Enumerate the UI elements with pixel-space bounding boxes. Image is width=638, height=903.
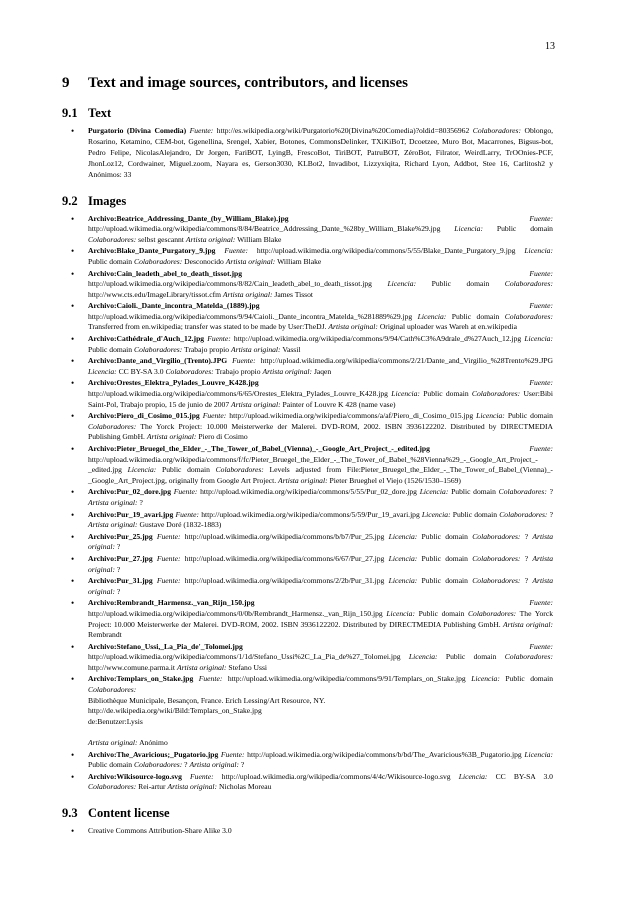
artist-text: Jaqen [313,366,332,376]
source-url: http://upload.wikimedia.org/wikipedia/commons/8/84/Beatrice_Addressing_Dante_%28by_William_Blake%29.jpg [88,224,441,234]
license-label: Licencia: [408,652,438,662]
contributors-text: Trabajo propio [184,344,230,354]
artist-text: ? [116,542,121,552]
section-heading-license [62,805,553,821]
source-label: Fuente: [189,126,214,135]
artist-label: Artista original: [88,738,138,748]
content-license-list [62,826,553,837]
artist-label: Artista original: [225,256,276,266]
license-label: Licencia: [388,531,418,541]
contributors-label: Colaboradores: [215,465,264,475]
source-label: Fuente: [190,771,214,781]
contributors-text: ? [184,760,188,770]
chapter-title: Text and image sources, contributors, and licenses [88,75,409,91]
source-label: Fuente: [224,246,248,256]
image-file-name: Archivo:Beatrice_Addressing_Dante_(by_William_Blake).jpg [88,213,289,223]
image-source-item [62,642,553,674]
license-label: Licencia: [476,411,505,421]
artist-text: Original uploader was Wareh at en.wikipedia [379,322,517,332]
contributors-detail-line: http://de.wikipedia.org/wiki/Bild:Templars_on_Stake.jpg [88,706,262,716]
image-sources-list [62,214,553,793]
source-url: http://upload.wikimedia.org/wikipedia/commons/f/fc/Pieter_Bruegel_the_Elder_-_The_Tower_of_Babel_%28Vienna%29_-_Google_Art_Project_-_edited.jpg [88,454,538,475]
artist-label: Artista original: [278,475,328,485]
license-text: Public domain [421,576,468,586]
license-text: Public domain [88,256,133,266]
license-text: CC BY-SA 3.0 [495,771,553,781]
artist-label: Artista original: [167,782,218,792]
contributors-label: Colaboradores: [472,576,521,586]
image-file-name: Archivo:Caioli._Dante_incontra_Matelda_(1889).jpg [88,301,260,311]
contributors-text: Transferred from en.wikipedia; transfer was stated to be made by User:TheDJ. [88,322,327,332]
source-label: Fuente: [529,641,553,651]
contributors-label: Colaboradores: [504,279,554,289]
artist-text: Nicholas Moreau [218,782,272,792]
license-text: Public domain [431,279,490,289]
artist-label: Artista original: [88,553,554,574]
image-file-name: Archivo:Blake_Dante_Purgatory_9.jpg [88,246,216,256]
section-heading-text [62,105,553,121]
license-text: Public domain [505,674,553,684]
source-url: http://upload.wikimedia.org/wikipedia/commons/8/82/Cain_leadeth_abel_to_death_tissot.jpg [88,279,372,289]
source-url: http://upload.wikimedia.org/wikipedia/commons/9/91/Templars_on_Stake.jpg [227,674,466,684]
artist-label: Artista original: [88,520,138,530]
image-file-name: Archivo:Pur_27.jpg [88,553,153,563]
license-text: Public domain [507,411,553,421]
license-text: CC BY-SA 3.0 [118,366,164,376]
license-text: Public domain [445,652,497,662]
source-label: Fuente: [529,444,553,453]
source-label: Fuente: [232,356,256,366]
source-label: Fuente: [202,411,227,421]
artist-text: Painter of Louvre K 428 (name vase) [282,399,396,409]
source-url: http://upload.wikimedia.org/wikipedia/commons/9/94/Cath%C3%A9drale_d%27Auch_12.jpg [233,334,522,344]
license-label: Licencia: [417,311,447,321]
image-source-item [62,214,553,246]
content-license-item: • Creative Commons Attribution-Share Alike 3.0 [62,826,553,837]
contributors-label: Colaboradores: [499,509,548,519]
license-text: Public domain [451,487,496,497]
contributors-label: Colaboradores: [88,685,137,695]
image-source-item [62,301,553,333]
image-file-name: Archivo:Cain_leadeth_abel_to_death_tissot.jpg [88,268,243,278]
artist-label: Artista original: [88,576,554,596]
license-text: Public domain [423,389,469,399]
contributors-text: ? [524,553,529,563]
contributors-label: Colaboradores: [472,553,521,563]
contributors-text: User:Bibi Saint-Pol, Trabajo propio, 15 de junio de 2007 [88,389,553,409]
contributors-text: The Yorck Project: 10.000 Meisterwerke der Malerei. DVD-ROM, 2002. ISBN 3936122202. Distributed by DIRECTMEDIA Publishing GmbH. [88,421,553,442]
artist-text: Vassil [282,344,301,354]
image-file-name: Archivo:Stefano_Ussi,_La_Pia_de'_Tolomei.jpg [88,641,243,651]
chapter-number: 9 [62,75,70,91]
license-label: Licencia: [387,279,417,289]
license-label: Licencia: [421,509,451,519]
contributors-label: Colaboradores: [134,256,183,266]
contributors-text: Trabajo propio [215,366,261,376]
license-text: Public domain [418,608,465,618]
license-label: Licencia: [386,608,415,618]
artist-text: William Blake [277,256,322,266]
page-number: 13 [545,41,555,52]
contributors-label: Colaboradores: [498,487,547,497]
contributors-text: The Yorck Project: 10.000 Meisterwerke der Malerei. DVD-ROM, 2002. ISBN 3936122202. Distributed by DIRECTMEDIA Publishing GmbH. [88,608,553,629]
image-source-item [62,334,553,355]
contributors-text: ? [549,509,553,519]
image-file-name: Archivo:Pur_19_avari.jpg [88,509,174,519]
license-label: Licencia: [391,389,420,399]
artist-label: Artista original: [328,322,378,332]
source-label: Fuente: [529,598,553,608]
contributors-detail-line: Bibliothèque Municipale, Besançon, France. Erich Lessing/Art Resource, NY. [88,695,326,705]
image-file-name: Archivo:The_Avaricious;_Pugatorio.jpg [88,749,219,759]
artist-text: Gustave Doré (1832-1883) [139,520,222,530]
image-source-item [62,487,553,508]
image-source-item [62,246,553,267]
artist-label: Artista original: [88,531,554,552]
contributors-text: Rei-artur [138,782,166,792]
image-file-name: Archivo:Templars_on_Stake.jpg [88,674,194,684]
artist-text: Piero di Cosimo [198,432,248,442]
section-title: Text [88,106,112,120]
contributors-text: http://www.cts.edu/ImageLibrary/tissot.cfm [88,289,222,299]
artist-label: Artista original: [503,619,554,629]
section-number: 9.1 [62,106,78,120]
image-source-item [62,411,553,443]
text-sources-list [62,126,553,181]
license-text: Public domain [88,760,133,770]
artist-label: Artista original: [176,662,227,672]
license-label: Licencia: [524,246,554,256]
source-url: http://upload.wikimedia.org/wikipedia/commons/b/b7/Pur_25.jpg [184,531,385,541]
image-source-item [62,510,553,531]
source-label: Fuente: [529,213,553,223]
contributors-label: Colaboradores: [88,421,137,431]
contributors-text: ? [524,531,529,541]
contributors-label: Colaboradores: [472,126,522,135]
license-label: Licencia: [127,465,157,475]
artist-text: Stefano Ussi [228,662,268,672]
artist-label: Artista original: [146,432,197,442]
artist-text: William Blake [237,234,282,244]
license-label: Licencia: [454,224,483,234]
artist-label: Artista original: [231,344,281,354]
license-label: Licencia: [471,674,500,684]
image-file-name: Archivo:Pur_02_dore.jpg [88,487,172,497]
license-label: Licencia: [524,749,554,759]
contributors-detail-line: de:Benutzer:Lysis [88,716,143,726]
image-file-name: Archivo:Orestes_Elektra_Pylades_Louvre_K428.jpg [88,378,259,388]
image-source-item [62,554,553,575]
contributors-label: Colaboradores: [134,344,183,354]
artist-text: Pieter Brueghel el Viejo (1526/1530–1569) [329,475,461,485]
source-url: http://upload.wikimedia.org/wikipedia/commons/a/af/Piero_di_Cosimo_015.jpg [229,411,474,421]
artist-label: Artista original: [231,399,281,409]
source-label: Fuente: [156,553,181,563]
source-url: http://upload.wikimedia.org/wikipedia/commons/4/4c/Wikisource-logo.svg [221,771,451,781]
license-text: Public domain [421,531,468,541]
license-text: Public domain [452,509,498,519]
license-label: Licencia: [388,576,418,586]
license-text: Public domain [421,553,468,563]
image-file-name: Archivo:Cathédrale_d'Auch_12.jpg [88,334,205,344]
source-label: Fuente: [198,674,223,684]
contributors-label: Colaboradores: [471,389,521,399]
license-text: Public domain [88,344,133,354]
image-file-name: Archivo:Pieter_Bruegel_the_Elder_-_The_Tower_of_Babel_(Vienna)_-_Google_Art_Project_-_edited.jpg [88,444,430,453]
artist-text: James Tissot [274,289,314,299]
artist-label: Artista original: [88,497,138,507]
source-label: Fuente: [156,531,181,541]
source-label: Fuente: [220,749,245,759]
contributors-text: ? [524,576,529,586]
source-label: Fuente: [529,378,553,388]
text-source-item [62,126,553,181]
contributors-label: Colaboradores: [88,782,137,792]
source-url: http://upload.wikimedia.org/wikipedia/commons/5/55/Pur_02_dore.jpg [200,487,417,497]
image-file-name: Archivo:Pur_25.jpg [88,531,153,541]
image-file-name: Archivo:Wikisource-logo.svg [88,771,182,781]
source-url: http://upload.wikimedia.org/wikipedia/commons/9/94/Caioli._Dante_incontra_Matelda_%281889%29.jpg [88,311,413,321]
contributors-text: http://www.comune.parma.it [88,662,176,672]
artist-text: ? [139,497,143,507]
license-label: Licencia: [458,771,488,781]
image-source-item [62,356,553,377]
license-label: Licencia: [88,366,117,376]
artist-label: Artista original: [185,234,236,244]
image-source-item [62,598,553,640]
image-source-item [62,378,553,410]
artist-label: Artista original: [189,760,240,770]
source-label: Fuente: [207,334,231,344]
license-text: Public domain [496,224,553,234]
image-source-item [62,772,553,793]
contributors-text: Desconocido [184,256,224,266]
image-file-name: Archivo:Pur_31.jpg [88,576,153,586]
section-number: 9.2 [62,193,78,208]
contributors-text: Levels adjusted from File:Pieter_Bruegel_the_Elder_-_The_Tower_of_Babel_(Vienna)_-_Google_Art_Project.jpg, originally from Google Art Project. [88,465,553,485]
image-source-item [62,532,553,553]
source-url: http://upload.wikimedia.org/wikipedia/commons/1/1d/Stefano_Ussi%2C_La_Pia_de%27_Tolomei.jpg [88,652,401,662]
artist-text: ? [116,586,121,596]
section-number: 9.3 [62,806,78,820]
contributors-text: ? [549,487,553,497]
image-source-item [62,576,553,597]
contributors-text: selbst gescannt [138,234,184,244]
source-title: Purgatorio (Divina Comedia) [88,126,187,135]
source-url: http://upload.wikimedia.org/wikipedia/commons/b/bd/The_Avaricious%3B_Pugatorio.jpg [247,749,522,759]
contributors-label: Colaboradores: [165,366,214,376]
source-url: http://upload.wikimedia.org/wikipedia/commons/6/65/Orestes_Elektra_Pylades_Louvre_K428.jpg [88,389,388,399]
image-source-item [62,444,553,486]
source-label: Fuente: [156,576,181,586]
contributors-label: Colaboradores: [472,531,521,541]
artist-text: Rembrandt [88,630,122,640]
contributors-label: Colaboradores: [134,760,183,770]
artist-label: Artista original: [262,366,313,376]
page-content [62,74,553,838]
image-file-name: Archivo:Rembrandt_Harmensz._van_Rijn_150.jpg [88,598,255,608]
contributors-label: Colaboradores: [504,311,553,321]
source-url: http://upload.wikimedia.org/wikipedia/commons/6/67/Pur_27.jpg [184,553,385,563]
artist-text: ? [116,564,121,574]
source-label: Fuente: [175,509,200,519]
image-file-name: Archivo:Piero_di_Cosimo_015.jpg [88,411,200,421]
image-source-item [62,674,553,748]
artist-text: ? [240,760,245,770]
contributors-text: Oblongo, Rosarino, Ketamino, CEM-bot, Ggenellina, Srengel, Xabier, Botones, CommonsDelinker, TXiKiBoT, Dcoetzee, Muro Bot, Macarrones, Bigsus-bot, Pedro Felipe, NicolasAlejandro, Dr Jorgen, FariBOT, LyingB, FrescoBot, TiriBOT, PatruBOT, ZéroBot, Filrator, WeirdLarry, TrOOnies-PCF, JhonLoz12, Cordwainer, Miguel.zoom, Nayara es, Gerson3030, KLBot2, Invadibot, Lizzyxiqita, Richard Lyon, Addbot, Stee 16, Carlitosh2 y Anónimos: 33 [88,126,554,179]
section-title: Images [88,193,127,208]
contributors-label: Colaboradores: [504,652,553,662]
source-label: Fuente: [529,268,553,278]
source-url: http://upload.wikimedia.org/wikipedia/commons/2/21/Dante_and_Virgilio_%28Trento%29.JPG [260,356,553,366]
chapter-heading [62,74,553,93]
license-text: Public domain [162,465,210,475]
source-url: http://upload.wikimedia.org/wikipedia/commons/2/2b/Pur_31.jpg [184,576,385,586]
contributors-label: Colaboradores: [88,234,137,244]
source-url: http://upload.wikimedia.org/wikipedia/commons/0/0b/Rembrandt_Harmensz._van_Rijn_150.jpg [88,608,383,618]
artist-label: Artista original: [222,289,273,299]
license-label: Licencia: [524,334,554,344]
section-heading-images [62,193,553,209]
source-label: Fuente: [173,487,198,497]
section-title: Content license [88,806,170,820]
license-text: Public domain [451,311,500,321]
source-url: http://upload.wikimedia.org/wikipedia/commons/5/59/Pur_19_avari.jpg [201,509,420,519]
image-source-item [62,269,553,301]
license-label: Licencia: [388,553,418,563]
image-file-name: Archivo:Dante_and_Virgilio_(Trento).JPG [88,356,228,366]
source-url: http://upload.wikimedia.org/wikipedia/commons/5/55/Blake_Dante_Purgatory_9.jpg [256,246,516,256]
contributors-label: Colaboradores: [467,608,517,618]
artist-text: Anónimo [139,738,168,748]
source-label: Fuente: [529,301,553,311]
blank-line [88,727,553,738]
source-url: http://es.wikipedia.org/wiki/Purgatorio%20(Divina%20Comedia)?oldid=80356962 [216,126,470,135]
image-source-item [62,750,553,771]
license-label: Licencia: [419,487,449,497]
